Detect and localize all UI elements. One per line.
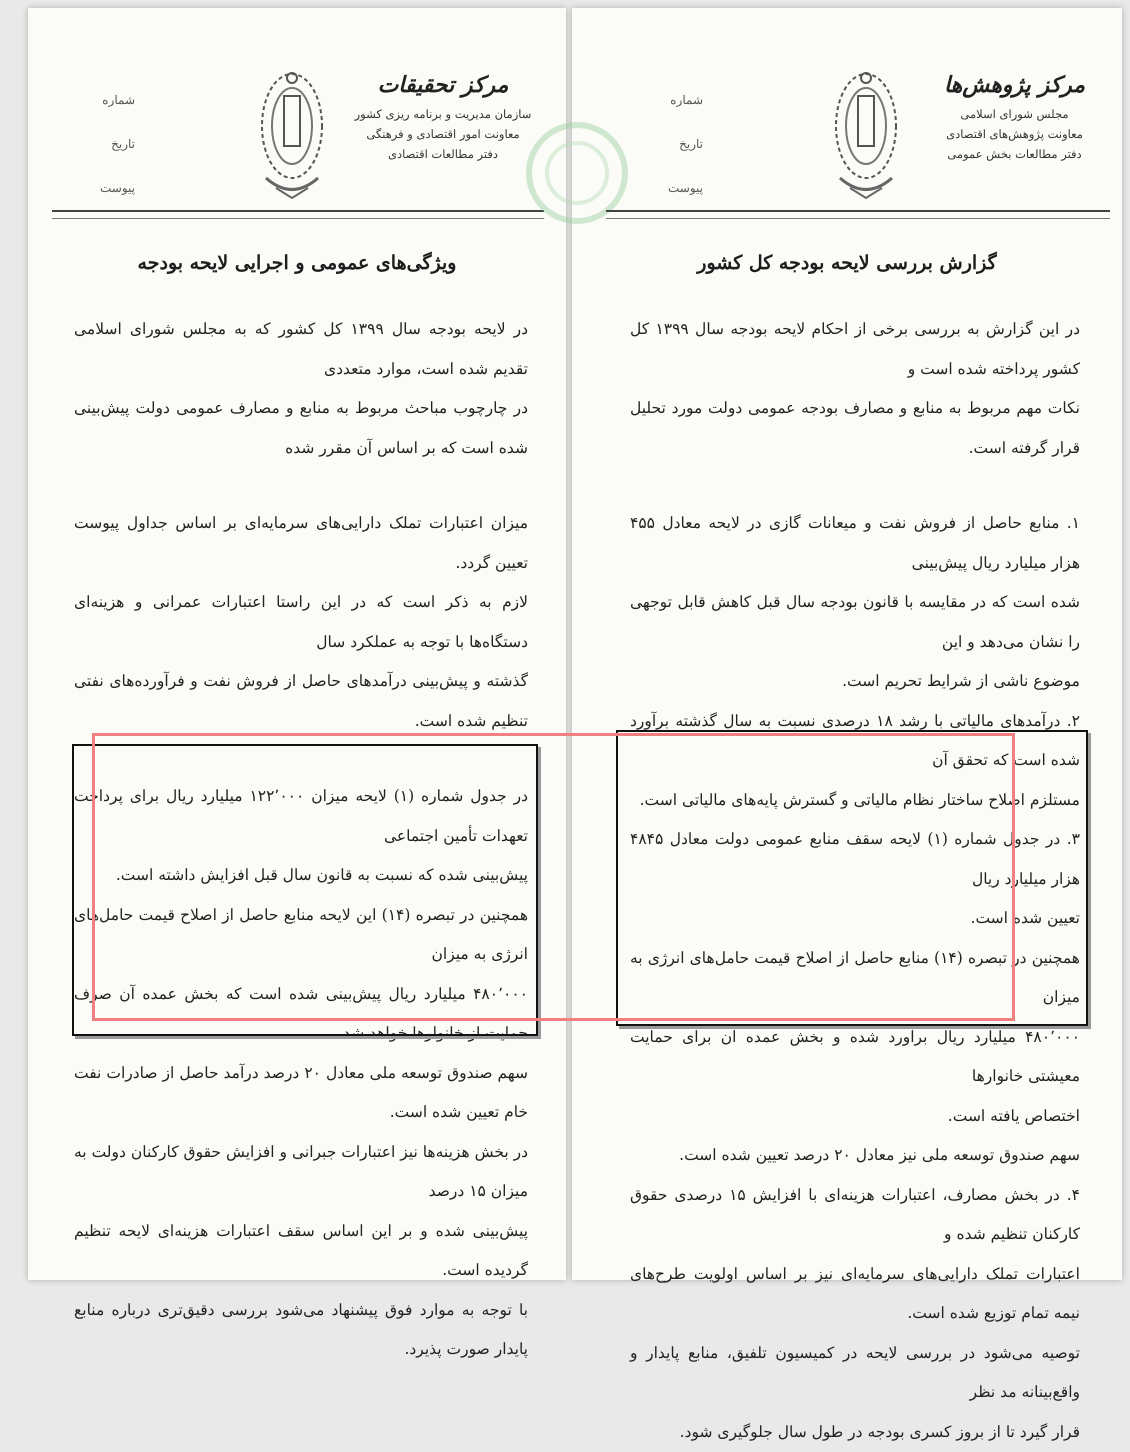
header-rule xyxy=(606,210,1110,219)
right-page-title: گزارش بررسی لایحه بودجه کل کشور xyxy=(572,252,1122,274)
paragraph-line: در این گزارش به بررسی برخی از احکام لایحه بودجه سال ۱۳۹۹ کل کشور پرداخته شده است و xyxy=(630,310,1080,389)
boxed-line: ۴۸۰٬۰۰۰ میلیارد ریال برآورد شده و بخش عمده آن برای حمایت معیشتی خانوارها xyxy=(630,1018,1080,1097)
attachment-label: پیوست xyxy=(668,166,703,210)
boxed-line: اختصاص یافته است. xyxy=(630,1097,1080,1137)
left-page-title: ویژگی‌های عمومی و اجرایی لایحه بودجه xyxy=(28,252,566,274)
organization-line: معاونت امور اقتصادی و فرهنگی xyxy=(348,124,538,144)
left-letterhead xyxy=(28,56,566,221)
organization-line: دفتر مطالعات اقتصادی xyxy=(348,144,538,164)
paragraph-line: ۱. منابع حاصل از فروش نفت و میعانات گازی در لایحه معادل ۴۵۵ هزار میلیارد ریال پیش‌بینی xyxy=(630,504,1080,583)
date-label: تاریخ xyxy=(100,122,135,166)
paragraph-line: توصیه می‌شود در بررسی لایحه در کمیسیون تلفیق، منابع پایدار و واقع‌بینانه مد نظر xyxy=(630,1334,1080,1413)
national-emblem-icon xyxy=(256,66,328,206)
organization-name: مرکز تحقیقات xyxy=(348,72,538,98)
paragraph-line: با توجه به موارد فوق پیشنهاد می‌شود بررسی دقیق‌تری درباره منابع پایدار صورت پذیرد. xyxy=(74,1291,528,1370)
paragraph-line: لازم به ذکر است که در این راستا اعتبارات عمرانی و هزینه‌ای دستگاه‌ها با توجه به عملکرد سال xyxy=(74,583,528,662)
left-document-page xyxy=(28,8,566,1280)
paragraph-line: اعتبارات تملک دارایی‌های سرمایه‌ای نیز بر اساس اولویت طرح‌های نیمه تمام توزیع شده است. xyxy=(630,1255,1080,1334)
boxed-line: همچنین در تبصره (۱۴) این لایحه منابع حاصل از اصلاح قیمت حامل‌های انرژی به میزان xyxy=(74,896,528,975)
organization-line: دفتر مطالعات بخش عمومی xyxy=(912,144,1117,164)
header-rule xyxy=(52,210,544,219)
boxed-line: ۴۸۰٬۰۰۰ میلیارد ریال پیش‌بینی شده است که بخش عمده آن صرف حمایت از خانوارها خواهد شد. xyxy=(74,975,528,1054)
comparison-highlight-frame xyxy=(92,733,1015,1021)
paragraph-line: موضوع ناشی از شرایط تحریم است. xyxy=(630,662,1080,702)
organization-line: مجلس شورای اسلامی xyxy=(912,104,1117,124)
attachment-label: پیوست xyxy=(100,166,135,210)
right-letterhead xyxy=(572,56,1122,221)
right-document-page xyxy=(572,8,1122,1280)
number-label: شماره xyxy=(668,78,703,122)
paragraph-line: قرار گیرد تا از بروز کسری بودجه در طول سال جلوگیری شود. xyxy=(630,1413,1080,1452)
paragraph-line: در چارچوب مباحث مربوط به منابع و مصارف عمومی دولت پیش‌بینی شده است که بر اساس آن مقرر شده xyxy=(74,389,528,468)
organization-line: سازمان مدیریت و برنامه ریزی کشور xyxy=(348,104,538,124)
paragraph-line: میزان اعتبارات تملک دارایی‌های سرمایه‌ای بر اساس جداول پیوست تعیین گردد. xyxy=(74,504,528,583)
right-organization xyxy=(912,72,1117,164)
paragraph-line: ۲. درآمدهای مالیاتی با رشد ۱۸ درصدی نسبت به سال گذشته برآورد شده است که تحقق آن xyxy=(630,702,1080,781)
boxed-line: ۳. در جدول شماره (۱) لایحه سقف منابع عمومی دولت معادل ۴۸۴۵ هزار میلیارد ریال xyxy=(630,820,1080,899)
paragraph-line: گذشته و پیش‌بینی درآمدهای حاصل از فروش نفت و فرآورده‌های نفتی تنظیم شده است. xyxy=(74,662,528,741)
national-emblem-icon xyxy=(830,66,902,206)
paragraph-line: در بخش هزینه‌ها نیز اعتبارات جبرانی و افزایش حقوق کارکنان دولت به میزان ۱۵ درصد xyxy=(74,1133,528,1212)
boxed-line: سهم صندوق توسعه ملی معادل ۲۰ درصد درآمد حاصل از صادرات نفت خام تعیین شده است. xyxy=(74,1054,528,1133)
left-organization xyxy=(348,72,538,164)
boxed-line: همچنین در تبصره (۱۴) منابع حاصل از اصلاح قیمت حامل‌های انرژی به میزان xyxy=(630,939,1080,1018)
paragraph-line: مستلزم اصلاح ساختار نظام مالیاتی و گسترش پایه‌های مالیاتی است. xyxy=(630,781,1080,821)
paragraph-line: نکات مهم مربوط به منابع و مصارف بودجه عمومی دولت مورد تحلیل قرار گرفته است. xyxy=(630,389,1080,468)
boxed-line: در جدول شماره (۱) لایحه میزان ۱۲۲٬۰۰۰ میلیارد ریال برای پرداخت تعهدات تأمین اجتماعی xyxy=(74,777,528,856)
paragraph-line: ۴. در بخش مصارف، اعتبارات هزینه‌ای با افزایش ۱۵ درصدی حقوق کارکنان تنظیم شده و xyxy=(630,1176,1080,1255)
boxed-line: تعیین شده است. xyxy=(630,899,1080,939)
boxed-line: پیش‌بینی شده که نسبت به قانون سال قبل افزایش داشته است. xyxy=(74,856,528,896)
paragraph-line: شده است که در مقایسه با قانون بودجه سال قبل کاهش قابل توجهی را نشان می‌دهد و این xyxy=(630,583,1080,662)
right-date-block xyxy=(668,78,703,210)
date-label: تاریخ xyxy=(668,122,703,166)
organization-line: معاونت پژوهش‌های اقتصادی xyxy=(912,124,1117,144)
boxed-line: سهم صندوق توسعه ملی نیز معادل ۲۰ درصد تعیین شده است. xyxy=(630,1136,1080,1176)
left-date-block xyxy=(100,78,135,210)
paragraph-line: در لایحه بودجه سال ۱۳۹۹ کل کشور که به مجلس شورای اسلامی تقدیم شده است، موارد متعددی xyxy=(74,310,528,389)
number-label: شماره xyxy=(100,78,135,122)
paragraph-line: پیش‌بینی شده و بر این اساس سقف اعتبارات هزینه‌ای لایحه تنظیم گردیده است. xyxy=(74,1212,528,1291)
organization-name: مرکز پژوهش‌ها xyxy=(912,72,1117,98)
